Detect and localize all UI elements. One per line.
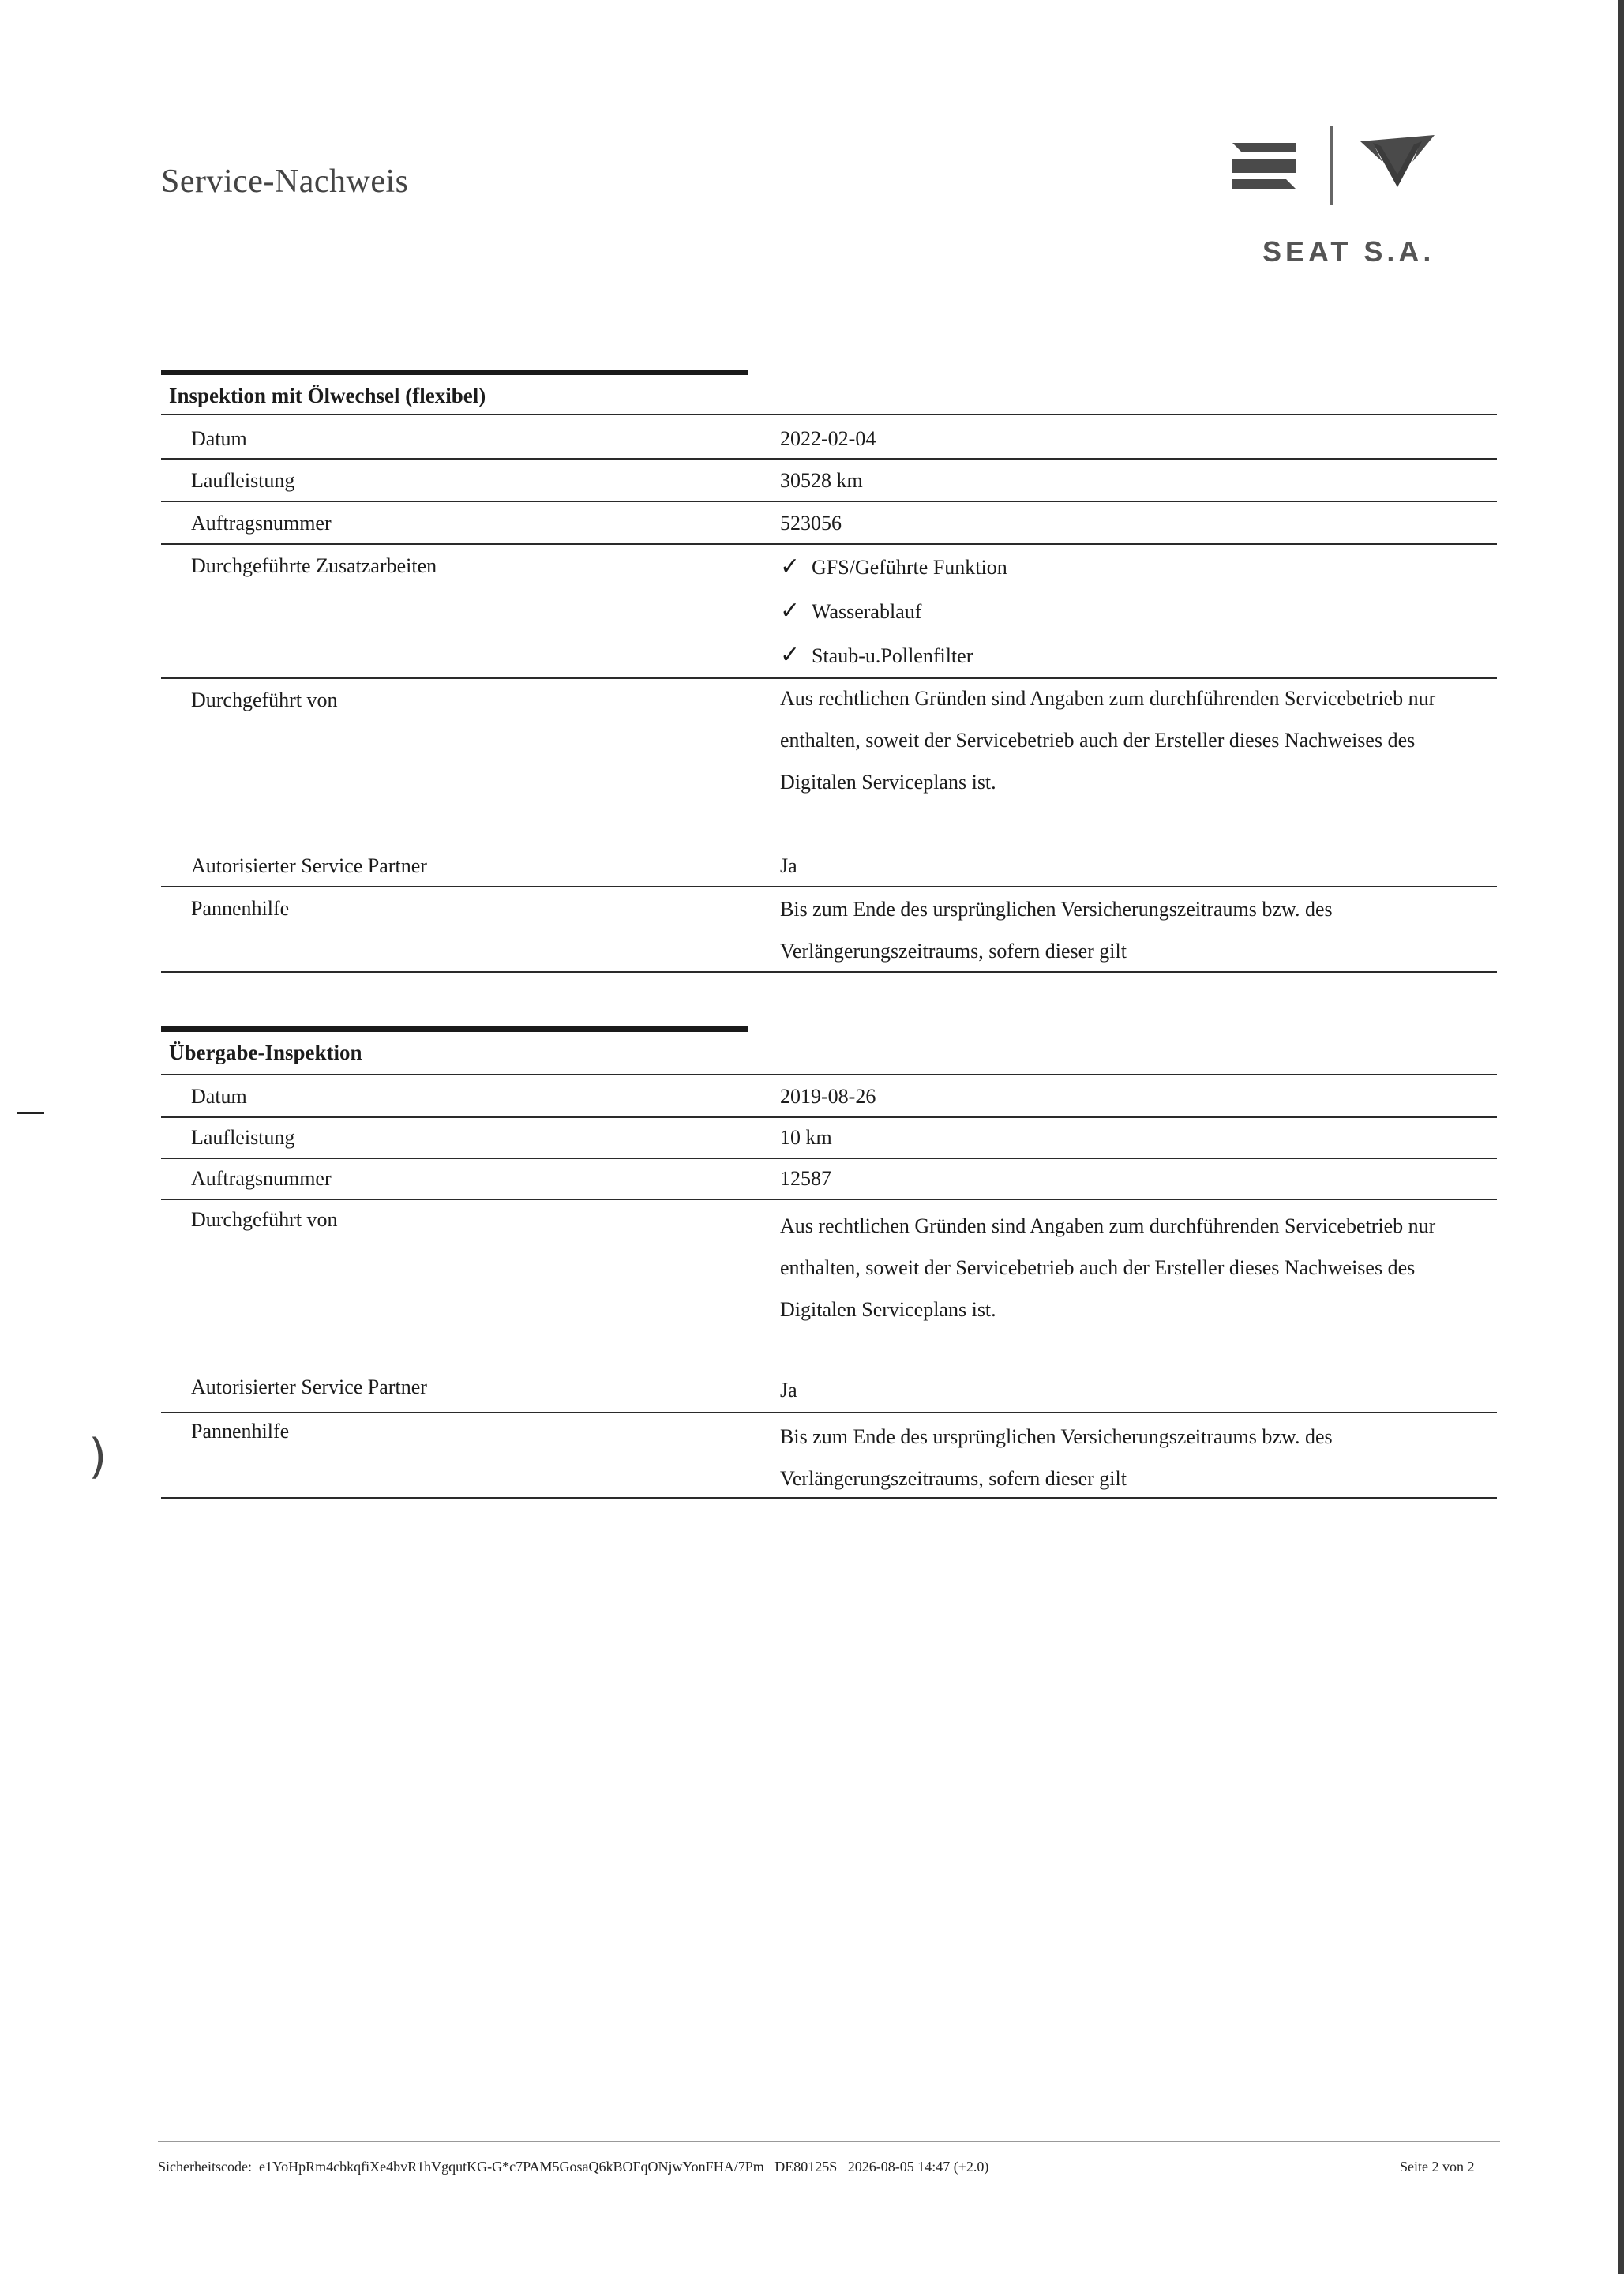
- footer-security-line: [158, 2159, 988, 2175]
- checklist-item: ✓ Staub-u.Pollenfilter: [780, 642, 973, 668]
- divider: [161, 543, 1497, 545]
- margin-mark: ): [88, 1429, 107, 1484]
- value-pannenhilfe: Bis zum Ende des ursprünglichen Versicherungszeitraums bzw. des Verlängerungszeitraums, sofern dieser gilt: [780, 898, 1333, 963]
- label-pannenhilfe: Pannenhilfe: [191, 897, 290, 920]
- logo-divider: [1330, 126, 1333, 205]
- label-auftragsnummer: Auftragsnummer: [191, 512, 332, 535]
- logo-marks: [1228, 122, 1441, 209]
- margin-mark: [17, 1112, 44, 1114]
- divider: [161, 1199, 1497, 1200]
- value-laufleistung: 30528 km: [780, 469, 863, 492]
- divider: [161, 1116, 1497, 1118]
- divider: [161, 1074, 1497, 1075]
- checkmark-icon: ✓: [780, 553, 801, 580]
- checkmark-icon: ✓: [780, 598, 801, 624]
- label-service-partner: Autorisierter Service Partner: [191, 854, 427, 877]
- scan-edge: [1618, 0, 1624, 2274]
- divider: [161, 1412, 1497, 1413]
- divider: [161, 1158, 1497, 1159]
- footer-divider: [158, 2141, 1500, 2142]
- brand-logo: [1228, 122, 1441, 272]
- divider: [161, 1497, 1497, 1499]
- section-uebergabe-inspektion: [161, 1026, 1497, 1508]
- label-datum: Datum: [191, 427, 247, 450]
- value-datum: 2019-08-26: [780, 1085, 876, 1108]
- security-code: e1YoHpRm4cbkqfiXe4bvR1hVgqutKG-G*c7PAM5GosaQ6kBOFqONjwYonFHA/7Pm: [258, 2159, 764, 2175]
- section-bar: [161, 370, 748, 375]
- page-number: Seite 2 von 2: [1400, 2159, 1475, 2175]
- label-auftragsnummer: Auftragsnummer: [191, 1167, 332, 1190]
- logo-text: SEAT S.A.: [1262, 235, 1435, 268]
- divider: [161, 971, 1497, 973]
- label-laufleistung: Laufleistung: [191, 469, 295, 492]
- label-service-partner: Autorisierter Service Partner: [191, 1375, 427, 1398]
- value-service-partner: Ja: [780, 1379, 797, 1402]
- label-pannenhilfe: Pannenhilfe: [191, 1420, 290, 1443]
- section-title: Übergabe-Inspektion: [169, 1041, 362, 1064]
- value-datum: 2022-02-04: [780, 427, 876, 450]
- value-pannenhilfe: Bis zum Ende des ursprünglichen Versicherungszeitraums bzw. des Verlängerungszeitraums, sofern dieser gilt: [780, 1425, 1333, 1490]
- page-title: Service-Nachweis: [161, 163, 409, 200]
- label-zusatzarbeiten: Durchgeführte Zusatzarbeiten: [191, 554, 437, 577]
- label-laufleistung: Laufleistung: [191, 1126, 295, 1149]
- security-label: Sicherheitscode:: [158, 2159, 252, 2175]
- timestamp: 2026-08-05 14:47 (+2.0): [847, 2159, 989, 2175]
- label-durchgefuehrt-von: Durchgeführt von: [191, 689, 338, 711]
- divider: [161, 501, 1497, 502]
- checklist-item: ✓ Wasserablauf: [780, 598, 922, 624]
- divider: [161, 886, 1497, 887]
- divider: [161, 458, 1497, 460]
- label-durchgefuehrt-von: Durchgeführt von: [191, 1208, 338, 1231]
- value-durchgefuehrt-von: Aus rechtlichen Gründen sind Angaben zum durchführenden Servicebetrieb nur enthalten, soweit der Servicebetrieb auch der Ersteller dieses Nachweises des Digitalen Serviceplans ist.: [780, 687, 1436, 794]
- section-bar: [161, 1026, 748, 1032]
- cupra-logo-icon: [1360, 135, 1435, 187]
- value-laufleistung: 10 km: [780, 1126, 832, 1149]
- section-title: Inspektion mit Ölwechsel (flexibel): [169, 384, 486, 407]
- label-datum: Datum: [191, 1085, 247, 1108]
- value-service-partner: Ja: [780, 854, 797, 877]
- divider: [161, 414, 1497, 415]
- document-id: DE80125S: [774, 2159, 838, 2175]
- section-inspektion-oelwechsel: [161, 370, 1497, 978]
- seat-logo-icon: [1232, 143, 1296, 189]
- value-auftragsnummer: 12587: [780, 1167, 831, 1190]
- checklist-item: ✓ GFS/Geführte Funktion: [780, 553, 1007, 580]
- checkmark-icon: ✓: [780, 642, 801, 668]
- value-auftragsnummer: 523056: [780, 512, 842, 535]
- value-durchgefuehrt-von: Aus rechtlichen Gründen sind Angaben zum durchführenden Servicebetrieb nur enthalten, soweit der Servicebetrieb auch der Ersteller dieses Nachweises des Digitalen Serviceplans ist.: [780, 1214, 1436, 1321]
